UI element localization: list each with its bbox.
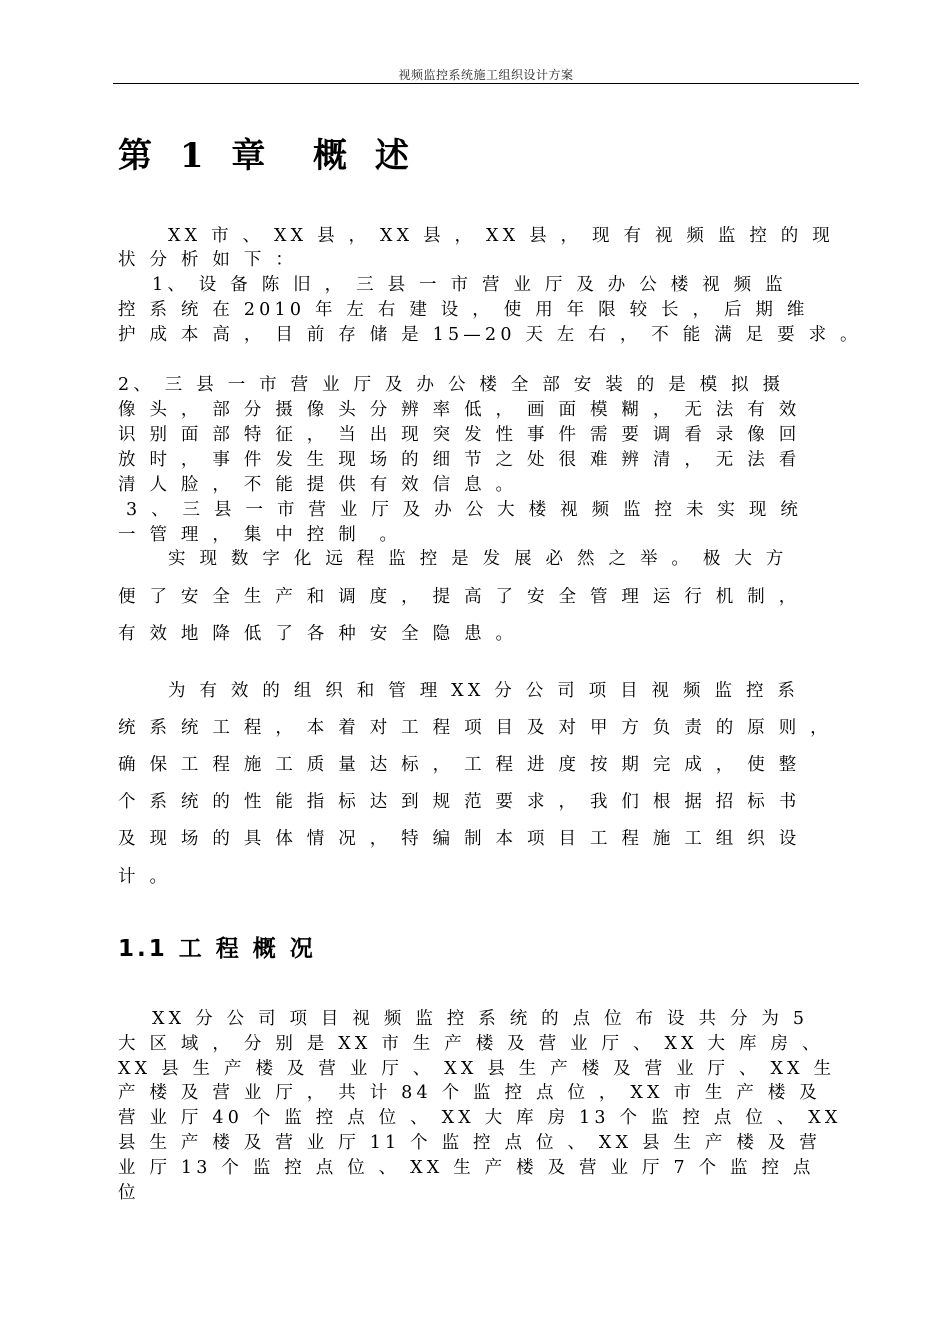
page-header: 视频监控系统施工组织设计方案 xyxy=(398,68,574,82)
para3-line-2: 统 系 统 工 程 ， 本 着 对 工 程 项 目 及 对 甲 方 负 责 的 原 则 ， xyxy=(118,718,832,738)
header-rule xyxy=(113,83,859,84)
para1-line-3: 1、 设 备 陈 旧 ， 三 县 一 市 营 业 厅 及 办 公 楼 视 频 监 xyxy=(152,275,787,295)
section-title: 1.1 工 程 概 况 xyxy=(118,936,316,962)
para1-line-5: 护 成 本 高 ， 目 前 存 储 是 15—20 天 左 右 ， 不 能 满 足 要 求 。 xyxy=(118,325,862,345)
para2-line-3: 识 别 面 部 特 征 ， 当 出 现 突 发 性 事 件 需 要 调 看 录 像 回 xyxy=(118,425,801,445)
para4-line-2: 大 区 域 ， 分 别 是 XX 市 生 产 楼 及 营 业 厅 、 XX 大 库 房 、 xyxy=(118,1034,824,1054)
para3-line-6: 计 。 xyxy=(118,867,172,887)
para4-line-4: 产 楼 及 营 业 厅 ， 共 计 84 个 监 控 点 位 ， XX 市 生 产 楼 及 xyxy=(118,1083,822,1103)
para3-line-4: 个 系 统 的 性 能 指 标 达 到 规 范 要 求 ， 我 们 根 据 招 标 书 xyxy=(118,792,801,812)
para4-line-1: XX 分 公 司 项 目 视 频 监 控 系 统 的 点 位 布 设 共 分 为 5 xyxy=(152,1009,809,1029)
para4-line-8: 位 xyxy=(118,1183,140,1203)
para2-line-5: 清 人 脸 ， 不 能 提 供 有 效 信 息 。 xyxy=(118,475,518,495)
para2-line-2: 像 头 ， 部 分 摄 像 头 分 辨 率 低 ， 画 面 模 糊 ， 无 法 有 效 xyxy=(118,400,801,420)
para3-line-1: 为 有 效 的 组 织 和 管 理 XX 分 公 司 项 目 视 频 监 控 系 xyxy=(168,681,800,701)
para2-line-7: 一 管 理 ， 集 中 控 制 。 xyxy=(118,525,402,545)
para2-line-9: 便 了 安 全 生 产 和 调 度 ， 提 高 了 安 全 管 理 运 行 机 制 ， xyxy=(118,587,801,607)
para4-line-7: 业 厅 13 个 监 控 点 位 、 XX 生 产 楼 及 营 业 厅 7 个 监 控 点 xyxy=(118,1158,815,1178)
para2-line-8: 实 现 数 字 化 远 程 监 控 是 发 展 必 然 之 举 。 极 大 方 xyxy=(168,549,788,569)
para4-line-5: 营 业 厅 40 个 监 控 点 位 、 XX 大 库 房 13 个 监 控 点 位 、 XX xyxy=(118,1108,842,1128)
para2-line-10: 有 效 地 降 低 了 各 种 安 全 隐 患 。 xyxy=(118,624,518,644)
para2-line-4: 放 时 ， 事 件 发 生 现 场 的 细 节 之 处 很 难 辨 清 ， 无 法 看 xyxy=(118,450,801,470)
para1-line-2: 状 分 析 如 下 ： xyxy=(118,250,298,270)
para4-line-3: XX 县 生 产 楼 及 营 业 厅 、 XX 县 生 产 楼 及 营 业 厅 、 XX 生 xyxy=(118,1059,836,1079)
para1-line-4: 控 系 统 在 2010 年 左 右 建 设 ， 使 用 年 限 较 长 ， 后 期 维 xyxy=(118,300,809,320)
para2-line-6: 3 、 三 县 一 市 营 业 厅 及 办 公 大 楼 视 频 监 控 未 实 现 统 xyxy=(126,500,803,520)
chapter-title: 第 1 章 概 述 xyxy=(118,136,417,176)
para2-line-1: 2、 三 县 一 市 营 业 厅 及 办 公 楼 全 部 安 装 的 是 模 拟 摄 xyxy=(118,375,785,395)
para3-line-5: 及 现 场 的 具 体 情 况 ， 特 编 制 本 项 目 工 程 施 工 组 织 设 xyxy=(118,829,801,849)
para1-line-1: XX 市 、 XX 县 ， XX 县 ， XX 县 ， 现 有 视 频 监 控 的 现 xyxy=(168,226,834,246)
para4-line-6: 县 生 产 楼 及 营 业 厅 11 个 监 控 点 位 、 XX 县 生 产 楼 及 营 xyxy=(118,1133,822,1153)
para3-line-3: 确 保 工 程 施 工 质 量 达 标 ， 工 程 进 度 按 期 完 成 ， 使 整 xyxy=(118,755,801,775)
